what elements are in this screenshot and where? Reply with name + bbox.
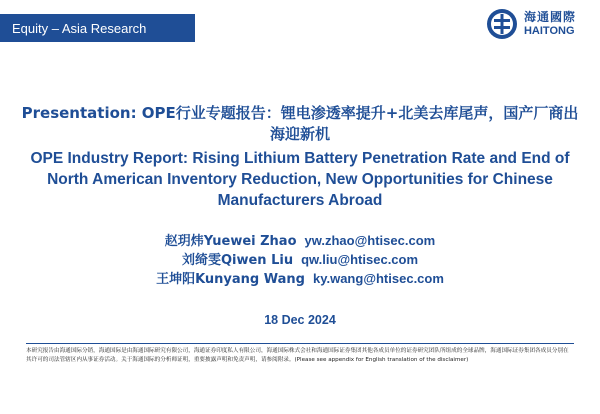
logo-name-en: HAITONG (523, 24, 575, 37)
report-title-cn: Presentation: OPE行业专题报告：锂电渗透率提升+北美去库尾声，国产厂商出海迎新机 (21, 104, 579, 143)
author-email[interactable]: qw.liu@htisec.com (301, 252, 419, 267)
author-row (0, 270, 600, 289)
author-name: 王坤阳Kunyang Wang (156, 272, 305, 287)
report-title-en: OPE Industry Report: Rising Lithium Battery Penetration Rate and End of North American Inventory Reduction, New Opportunities for Chinese Manufacturers Abroad (30, 150, 570, 209)
author-email[interactable]: yw.zhao@htisec.com (304, 233, 436, 248)
author-name: 刘绮雯Qiwen Liu (181, 253, 294, 268)
haitong-logo-icon (486, 8, 518, 40)
section-label: Equity – Asia Research (12, 20, 147, 36)
logo-name-cn: 海通國際 (523, 10, 576, 25)
author-row (0, 251, 600, 270)
footer-divider (26, 343, 574, 344)
author-name: 赵玥炜Yuewei Zhao (164, 234, 297, 249)
author-email[interactable]: ky.wang@htisec.com (312, 271, 444, 286)
report-title (0, 103, 600, 211)
haitong-logo (486, 8, 576, 40)
section-label-bar (0, 14, 195, 42)
report-date: 18 Dec 2024 (264, 313, 336, 327)
author-list (0, 232, 600, 289)
author-row (0, 232, 600, 251)
disclaimer-text: 本研究报告由海通国际分销，海通国际是由海通国际研究有限公司，海通证券印度私人有限公司，海通国际株式会社和海通国际证券集团其他各成员单位的证券研究团队所组成的全球品牌，海通国际证券集团各成员分别在其许可的司法管辖区内从事证券活动。关于海通国际的分析师证明，重要披露声明和免责声明，请参阅附录。(Please see appendix for English translation of the disclaimer) (26, 348, 569, 363)
